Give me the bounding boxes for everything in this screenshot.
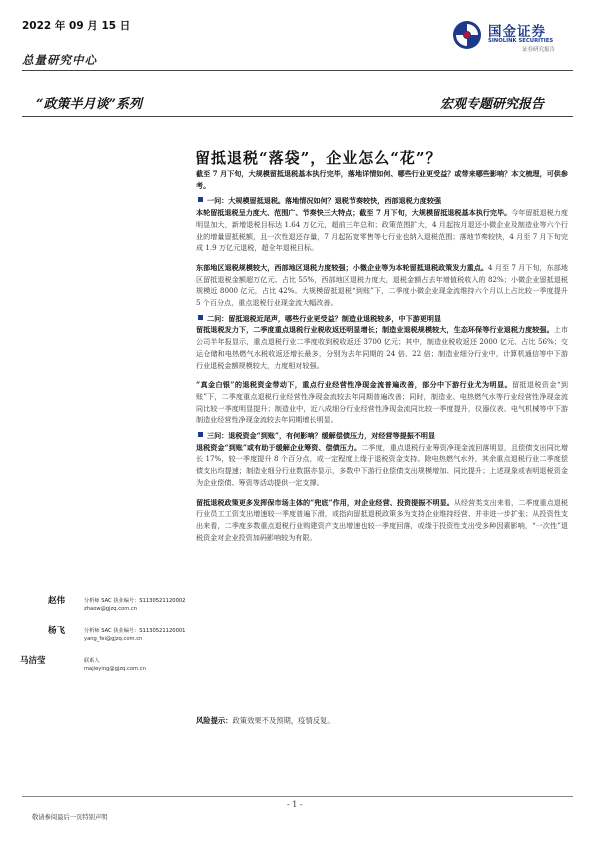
paragraph-text: 二季度，重点退税行业筹资净现金流回落明显，且偿债支出同比增长 17%，较一季度提升 8 个百分点，或一定程度上缘于退税资金支持。除电热燃气水外，其余重点退税行业二季度偿债支出均提速；制造业细分行业数据亦显示，多数中下游行业偿债支出规模增加、同比提升；上述现象或表明退税资金为企业偿债、筹资等活动提供一定支撑。 bbox=[196, 442, 568, 487]
report-type: 宏观专题研究报告 bbox=[440, 97, 545, 112]
section-heading-text: 一问：大规模留抵退税。落地情况如何？退税节奏较快，西部退税力度较强 bbox=[207, 196, 442, 206]
analyst-name: 杨飞 bbox=[48, 626, 66, 636]
analyst-role: 联系人 bbox=[84, 658, 100, 664]
logo-name: 国金证券 bbox=[488, 24, 546, 40]
series-name: “政策半月谈”系列 bbox=[36, 97, 142, 112]
section-heading-text: 二问：留抵退税近尾声，哪些行业更受益？制造业退税较多，中下游更明显 bbox=[207, 313, 442, 323]
risk-text: 政策效果不及预期，疫情反复。 bbox=[232, 716, 335, 725]
paragraph-text: 4 月至 7 月下旬，东部地区留抵退税金额超万亿元、占比 55%，西部地区退税力度大，退税金额占去年增值税收入的 82%；小微企业留抵退税规模近 8000 亿元，占比 42%。大规模留抵退税“到账”下，二季度小微企业现金流维持六个月以上占比较一季度提升 5 个百分点，重点退税行业现金流大幅改善。 bbox=[196, 262, 569, 308]
report-date: 2022 年 09 月 15 日 bbox=[22, 20, 131, 32]
analyst-role: 分析师 SAC 执业编号：S1130521120001 bbox=[84, 628, 186, 634]
paragraph bbox=[196, 324, 568, 371]
analyst-role: 分析师 SAC 执业编号：S1130521120002 bbox=[84, 598, 186, 604]
analyst-name: 赵伟 bbox=[48, 596, 66, 606]
page-number: - 1 - bbox=[287, 800, 303, 809]
paragraph bbox=[196, 262, 568, 309]
report-category: 证券研究报告 bbox=[522, 47, 556, 53]
report-body bbox=[196, 168, 568, 543]
header-divider bbox=[22, 70, 573, 71]
analyst-email: yang_fei@gjzq.com.cn bbox=[84, 636, 143, 642]
paragraph bbox=[196, 442, 568, 489]
section-heading-text: 三问：退税资金“到账”，有何影响？缓解偿债压力，对经营等提振不明显 bbox=[207, 431, 436, 441]
paragraph-lead: 留抵退税发力下，二季度重点退税行业税收返还明显增长；制造业退税规模较大，生态环保等行业退税力度较强。 bbox=[196, 325, 554, 335]
paragraph-text: 上市公司半年报显示，重点退税行业二季度收到税收返还 3700 亿元；其中，制造业税收返还 2000 亿元、占比 56%；交运仓储和电热燃气水税收返还增长最多，分别为去年同期的 24 倍、22 倍；制造业细分行业中，计算机通信等中下游行业退税金额规模较大，力度相对较强。 bbox=[196, 325, 568, 370]
analyst-email: zhaow@gjzq.com.cn bbox=[84, 606, 138, 612]
paragraph-text: 今年留抵退税力度明显加大，新增退税目标达 1.64 万亿元，超前三年总和；政策范围扩大，4 月起按月退还小微企业及制造业等六个行业的增量留抵税额，且一次性退还存量，7 月起拓宽零售等七行业也纳入退税范围；落地节奏较快，4 月至 7 月下旬完成 1.9 万亿元退税，超全年退税目标。 bbox=[196, 208, 568, 253]
square-bullet-icon bbox=[198, 197, 203, 202]
analyst-name: 马洁莹 bbox=[20, 656, 46, 666]
paragraph-lead: “真金白银”的退税资金带动下，重点行业经营性净现金流普遍改善，部分中下游行业尤为明显。 bbox=[196, 380, 512, 390]
report-title: 留抵退税“落袋”，企业怎么“花”？ bbox=[195, 149, 442, 167]
risk-label: 风险提示： bbox=[196, 716, 233, 725]
paragraph bbox=[196, 207, 568, 254]
risk-warning bbox=[196, 716, 335, 726]
department-name: 总量研究中心 bbox=[22, 53, 97, 67]
analyst-email: majieying@gjzq.com.cn bbox=[84, 666, 146, 672]
paragraph-lead: 留抵退税政策更多发挥保市场主体的“兜底”作用，对企业经营、投资提振不明显。 bbox=[196, 497, 454, 507]
paragraph-lead: 东部地区退税规模较大，西部地区退税力度较强；小微企业等为本轮留抵退税政策发力重点。 bbox=[196, 262, 489, 272]
disclaimer-note: 敬请参阅最后一页特别声明 bbox=[32, 814, 108, 821]
paragraph bbox=[196, 379, 568, 426]
intro-summary: 截至 7 月下旬，大规模留抵退税基本执行完毕，落地详情如何、哪些行业更受益？或带来哪些影响？本文梳理，可供参考。 bbox=[196, 169, 568, 190]
section-heading-2 bbox=[196, 313, 568, 325]
paragraph-lead: 本轮留抵退税呈力度大、范围广、节奏快三大特点；截至 7 月下旬，大规模留抵退税基本执行完毕。 bbox=[196, 208, 512, 218]
paragraph-text: 从经营类支出来看，二季度重点退税行业员工工资支出增速较一季度普遍下滑，或指向留抵退税政策多为支持企业维持经营、并非进一步扩张；从投资性支出来看，二季度多数重点退税行业购建资产支出增速也较一季度回落，或缘于投资性支出受多种因素影响，“一次性”退税资金对企业投资加码影响较为有限。 bbox=[196, 497, 568, 542]
subheader-divider bbox=[22, 116, 573, 117]
paragraph bbox=[196, 497, 568, 544]
paragraph-lead: 退税资金“到账”或有助于缓解企业筹资、偿债压力。 bbox=[196, 442, 362, 452]
footer-divider bbox=[22, 796, 573, 797]
section-heading-1 bbox=[196, 195, 568, 207]
square-bullet-icon bbox=[198, 432, 203, 437]
logo-english-name: SINOLINK SECURITIES bbox=[488, 38, 554, 44]
section-heading-3 bbox=[196, 430, 568, 442]
square-bullet-icon bbox=[198, 315, 203, 320]
paragraph-text: 留抵退税资金“到账”下，二季度重点退税行业经营性净现金流较去年同期普遍改善；同时，制造业、电热燃气水等行业经营性净现金流同比较一季度明显提升；制造业中，近八成细分行业经营性净现金流同比较一季度提升，仪器仪表、电气机械等中下游制造业经营性净现金流较去年同期增长明显。 bbox=[196, 380, 568, 425]
logo-mark-icon bbox=[452, 20, 482, 50]
